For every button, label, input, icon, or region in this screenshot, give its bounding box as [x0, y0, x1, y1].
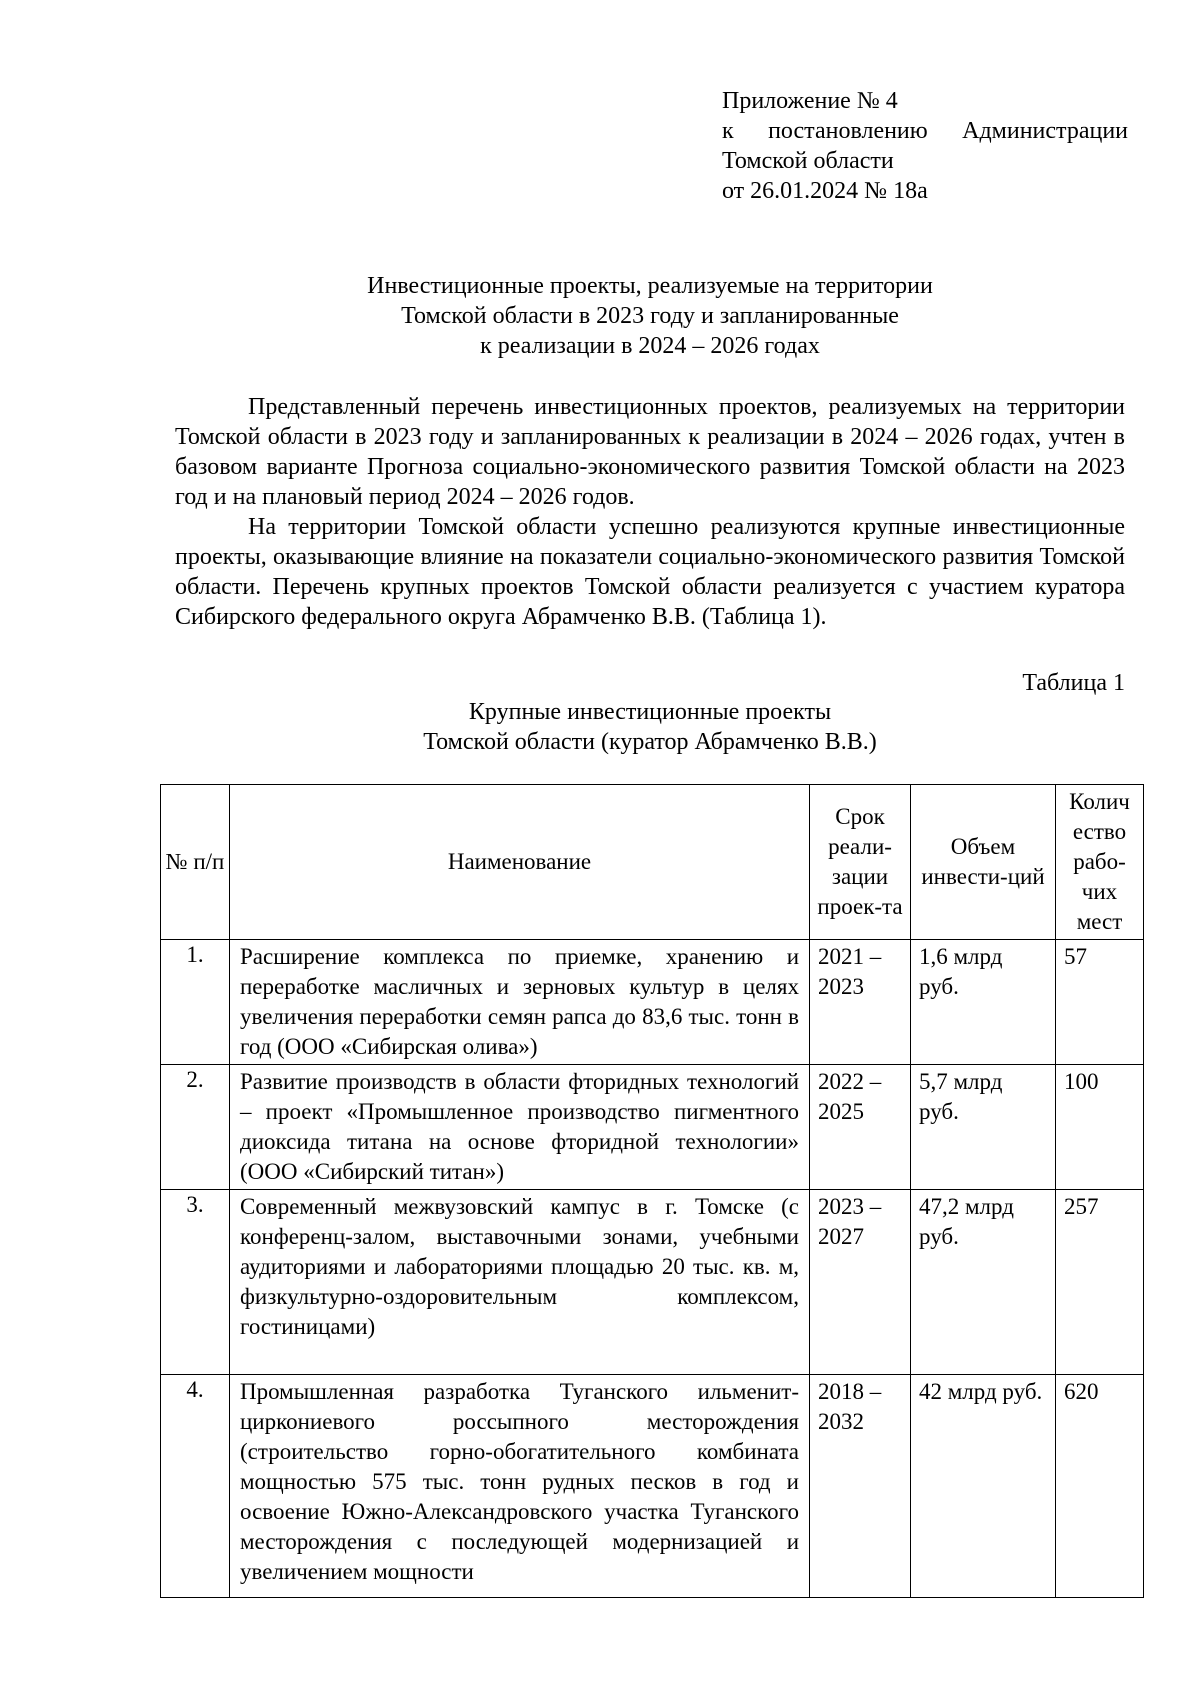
- table-header-row: [161, 785, 1144, 940]
- row-period: 2022 – 2025: [810, 1065, 911, 1190]
- row-amount: 47,2 млрд руб.: [911, 1190, 1056, 1375]
- row-period: 2023 – 2027: [810, 1190, 911, 1375]
- table-title-line-1: Крупные инвестиционные проекты: [468, 699, 832, 725]
- row-period: 2018 – 2032: [810, 1375, 911, 1598]
- row-num: 4.: [161, 1375, 230, 1598]
- appendix-resolution: к постановлению Администрации: [722, 118, 1128, 144]
- appendix-date: от 26.01.2024 № 18а: [722, 178, 928, 204]
- row-jobs: 257: [1056, 1190, 1144, 1375]
- intro-paragraph-1: Представленный перечень инвестиционных проектов, реализуемых на территории Томской области в 2023 году и запланированных к реализации в 2024 – 2026 годах, учтен в базовом варианте Прогноза социально-экономического развития Томской области на 2023 год и на плановый период 2024 – 2026 годов.: [175, 394, 1125, 510]
- appendix-number: Приложение № 4: [722, 88, 898, 114]
- row-num: 1.: [161, 940, 230, 1065]
- row-num: 2.: [161, 1065, 230, 1190]
- table-row: [161, 940, 1144, 1065]
- intro-text: [175, 392, 1125, 632]
- header-name: Наименование: [230, 785, 810, 940]
- header-amount: Объем инвести-ций: [911, 785, 1056, 940]
- row-jobs: 57: [1056, 940, 1144, 1065]
- row-name: Промышленная разработка Туганского ильменит-циркониевого россыпного месторождения (строительство горно-обогатительного комбината мощностью 575 тыс. тонн рудных песков в год и освоение Южно-Александровского участка Туганского месторождения с последующей модернизацией и увеличением мощности: [230, 1375, 810, 1598]
- projects-table: [160, 784, 1144, 1598]
- table-row: [161, 1065, 1144, 1190]
- intro-paragraph-2: На территории Томской области успешно реализуются крупные инвестиционные проекты, оказывающие влияние на показатели социально-экономического развития Томской области. Перечень крупных проектов Томской области реализуется с участием куратора Сибирского федерального округа Абрамченко В.В. (Таблица 1).: [175, 514, 1125, 630]
- header-period: Срок реали-зации проек-та: [810, 785, 911, 940]
- appendix-region: Томской области: [722, 148, 894, 174]
- row-name: Развитие производств в области фторидных технологий – проект «Промышленное производство пигментного диоксида титана на основе фторидной технологии» (ООО «Сибирский титан»): [230, 1065, 810, 1190]
- appendix-block: [722, 86, 1128, 206]
- row-name: Расширение комплекса по приемке, хранению и переработке масличных и зерновых культур в целях увеличения переработки семян рапса до 83,6 тыс. тонн в год (ООО «Сибирская олива»): [230, 940, 810, 1065]
- table-row: [161, 1375, 1144, 1598]
- row-amount: 42 млрд руб.: [911, 1375, 1056, 1598]
- header-num: № п/п: [161, 785, 230, 940]
- table-label: Таблица 1: [1022, 670, 1125, 696]
- row-name: Современный межвузовский кампус в г. Томске (с конференц-залом, выставочными зонами, учебными аудиториями и лабораториями площадью 20 тыс. кв. м, физкультурно-оздоровительным комплексом, гостиницами): [230, 1190, 810, 1375]
- row-jobs: 620: [1056, 1375, 1144, 1598]
- title-line-2: Томской области в 2023 году и запланированные: [401, 303, 899, 329]
- row-period: 2021 – 2023: [810, 940, 911, 1065]
- row-amount: 5,7 млрд руб.: [911, 1065, 1056, 1190]
- title-line-3: к реализации в 2024 – 2026 годах: [480, 333, 820, 359]
- row-num: 3.: [161, 1190, 230, 1375]
- table-title-line-2: Томской области (куратор Абрамченко В.В.): [423, 729, 877, 755]
- row-amount: 1,6 млрд руб.: [911, 940, 1056, 1065]
- table-title: [175, 697, 1125, 757]
- title-line-1: Инвестиционные проекты, реализуемые на территории: [367, 273, 933, 299]
- table-row: [161, 1190, 1144, 1375]
- header-jobs: Колич ество рабо-чих мест: [1056, 785, 1144, 940]
- document-title: [175, 271, 1125, 361]
- row-jobs: 100: [1056, 1065, 1144, 1190]
